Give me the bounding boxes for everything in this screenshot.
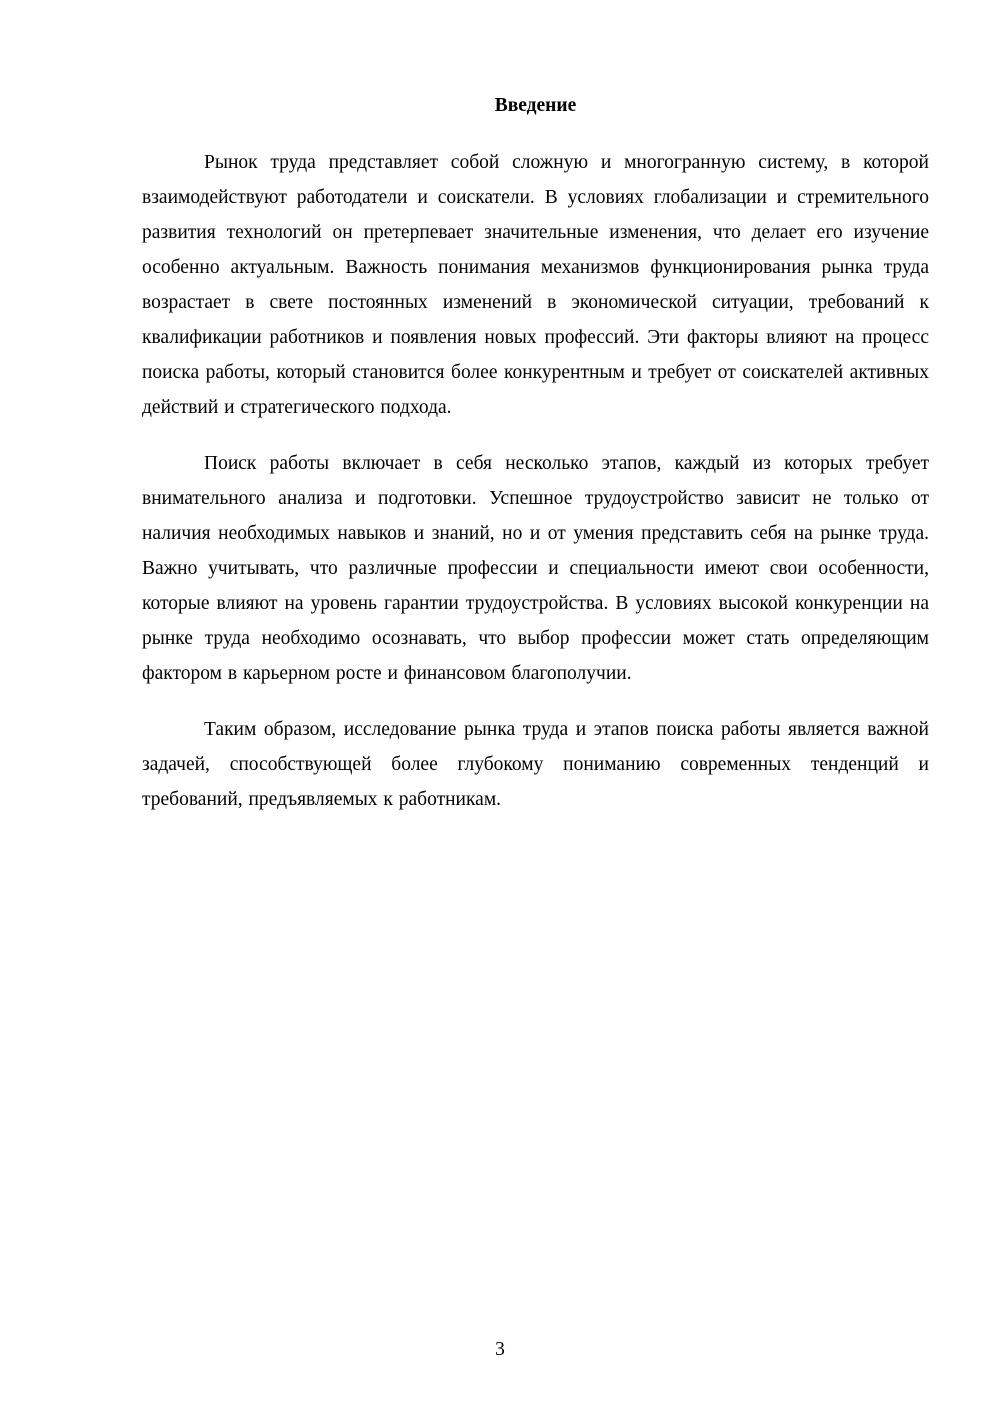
paragraph-intro-labor-market: Рынок труда представляет собой сложную и многогранную систему, в которой взаимодействуют работодатели и соискатели. В условиях глобализации и стремительного развития технологий он претерпевает значительные изменения, что делает его изучение особенно актуальным. Важность понимания механизмов функционирования рынка труда возрастает в свете постоянных изменений в экономической ситуации, требований к квалификации работников и появления новых профессий. Эти факторы влияют на процесс поиска работы, который становится более конкурентным и требует от соискателей активных действий и стратегического подхода. [142, 152, 929, 418]
paragraph-conclusion: Таким образом, исследование рынка труда и этапов поиска работы является важной задачей, способствующей более глубокому пониманию современных тенденций и требований, предъявляемых к работникам. [142, 719, 929, 810]
document-title: Введение [494, 95, 577, 116]
paragraph-job-search-stages: Поиск работы включает в себя несколько этапов, каждый из которых требует внимательного анализа и подготовки. Успешное трудоустройство зависит не только от наличия необходимых навыков и знаний, но и от умения представить себя на рынке труда. Важно учитывать, что различные профессии и специальности имеют свои особенности, которые влияют на уровень гарантии трудоустройства. В условиях высокой конкуренции на рынке труда необходимо осознавать, что выбор профессии может стать определяющим фактором в карьерном росте и финансовом благополучии. [142, 453, 929, 684]
page-number: 3 [495, 1339, 505, 1360]
